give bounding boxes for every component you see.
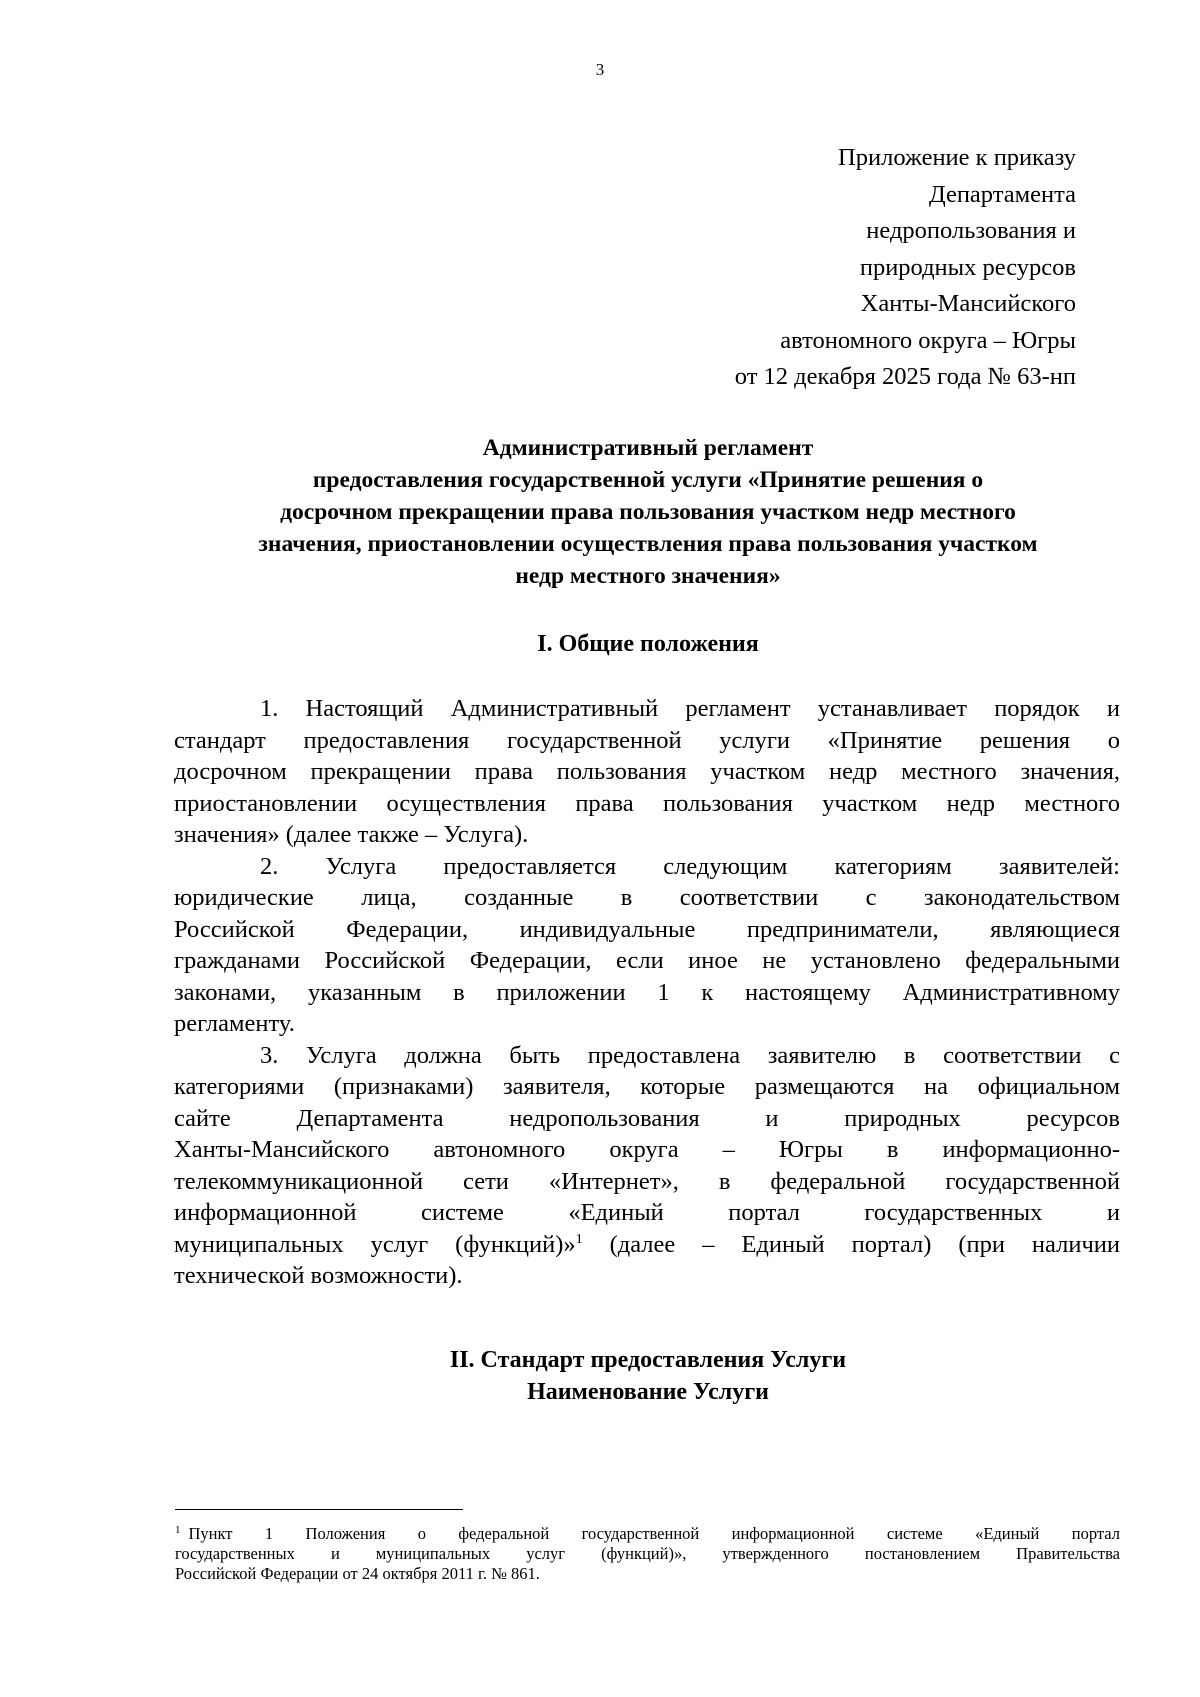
paragraph-2: [174, 851, 1120, 1040]
footnote: [175, 1524, 1120, 1584]
paragraph-line: 3. Услуга должна быть предоставлена заявителю в соответствии с: [260, 1041, 1120, 1069]
footnote-separator: [175, 1509, 463, 1510]
paragraph-line: Ханты-Мансийского автономного округа – Югры в информационно-: [174, 1136, 1120, 1163]
title-line: Административный регламент: [482, 435, 814, 461]
paragraph-line: приостановлении осуществления права пользования участком недр местного: [174, 789, 1120, 817]
appendix-line: природных ресурсов: [859, 253, 1076, 281]
section-2-subheading: Наименование Услуги: [527, 1379, 769, 1405]
footnote-mark: 1: [175, 1523, 181, 1536]
title-line: предоставления государственной услуги «Принятие решения о: [312, 467, 984, 493]
paragraph-line: регламенту.: [174, 1010, 295, 1037]
appendix-line: недропользования и: [866, 217, 1076, 244]
paragraph-line: Российской Федерации, индивидуальные предприниматели, являющиеся: [174, 915, 1120, 943]
title-line: значения, приостановлении осуществления права пользования участком: [258, 531, 1038, 557]
paragraph-line: информационной системе «Единый портал государственных и: [174, 1199, 1120, 1226]
appendix-header: [556, 140, 1076, 396]
title-line: досрочном прекращении права пользования участком недр местного: [280, 499, 1016, 525]
footnote-line: Российской Федерации от 24 октября 2011 г. № 861.: [175, 1564, 540, 1583]
page-number: 3: [595, 60, 605, 79]
paragraph-line-with-footnote: [174, 1229, 1120, 1261]
paragraph-line: 2. Услуга предоставляется следующим категориям заявителей:: [260, 852, 1120, 880]
section-1-body: [174, 693, 1120, 1292]
footnote-line-first: [175, 1524, 1120, 1544]
appendix-line: автономного округа – Югры: [780, 326, 1076, 354]
paragraph-line-part: (далее – Единый портал) (при наличии: [609, 1230, 1121, 1258]
appendix-line: Приложение к приказу: [838, 144, 1076, 171]
appendix-line: Ханты-Мансийского: [860, 290, 1076, 317]
document-title: [170, 432, 1126, 592]
paragraph-line: технической возможности).: [174, 1262, 463, 1289]
paragraph-line: гражданами Российской Федерации, если иное не установлено федеральными: [174, 947, 1120, 974]
section-1-heading: I. Общие положения: [537, 631, 759, 657]
appendix-line: Департамента: [928, 180, 1076, 208]
paragraph-1: [174, 693, 1120, 851]
paragraph-line-part: муниципальных услуг (функций)»: [174, 1230, 576, 1258]
paragraph-line: законами, указанным в приложении 1 к настоящему Административному: [174, 978, 1120, 1006]
paragraph-line: телекоммуникационной сети «Интернет», в федеральной государственной: [174, 1167, 1120, 1195]
paragraph-line: значения» (далее также – Услуга).: [174, 821, 529, 848]
section-2-heading-line: II. Стандарт предоставления Услуги: [449, 1347, 847, 1373]
paragraph-line: стандарт предоставления государственной услуги «Принятие решения о: [174, 726, 1120, 754]
section-2-heading: [170, 1344, 1126, 1408]
footnote-line: Пункт 1 Положения о федеральной государственной информационной системе «Единый портал: [188, 1524, 1120, 1543]
paragraph-3: [174, 1040, 1120, 1292]
paragraph-line: категориями (признаками) заявителя, которые размещаются на официальном: [174, 1073, 1120, 1100]
paragraph-line: сайте Департамента недропользования и природных ресурсов: [174, 1104, 1120, 1132]
title-line: недр местного значения»: [515, 563, 781, 589]
footnote-line: государственных и муниципальных услуг (функций)», утвержденного постановлением Правительства: [175, 1544, 1120, 1563]
paragraph-line: досрочном прекращении права пользования участком недр местного значения,: [174, 758, 1120, 785]
paragraph-line: юридические лица, созданные в соответствии с законодательством: [174, 884, 1120, 911]
footnote-reference: 1: [575, 1231, 583, 1247]
appendix-line: от 12 декабря 2025 года № 63-нп: [734, 363, 1076, 390]
paragraph-line: 1. Настоящий Административный регламент устанавливает порядок и: [260, 695, 1120, 722]
